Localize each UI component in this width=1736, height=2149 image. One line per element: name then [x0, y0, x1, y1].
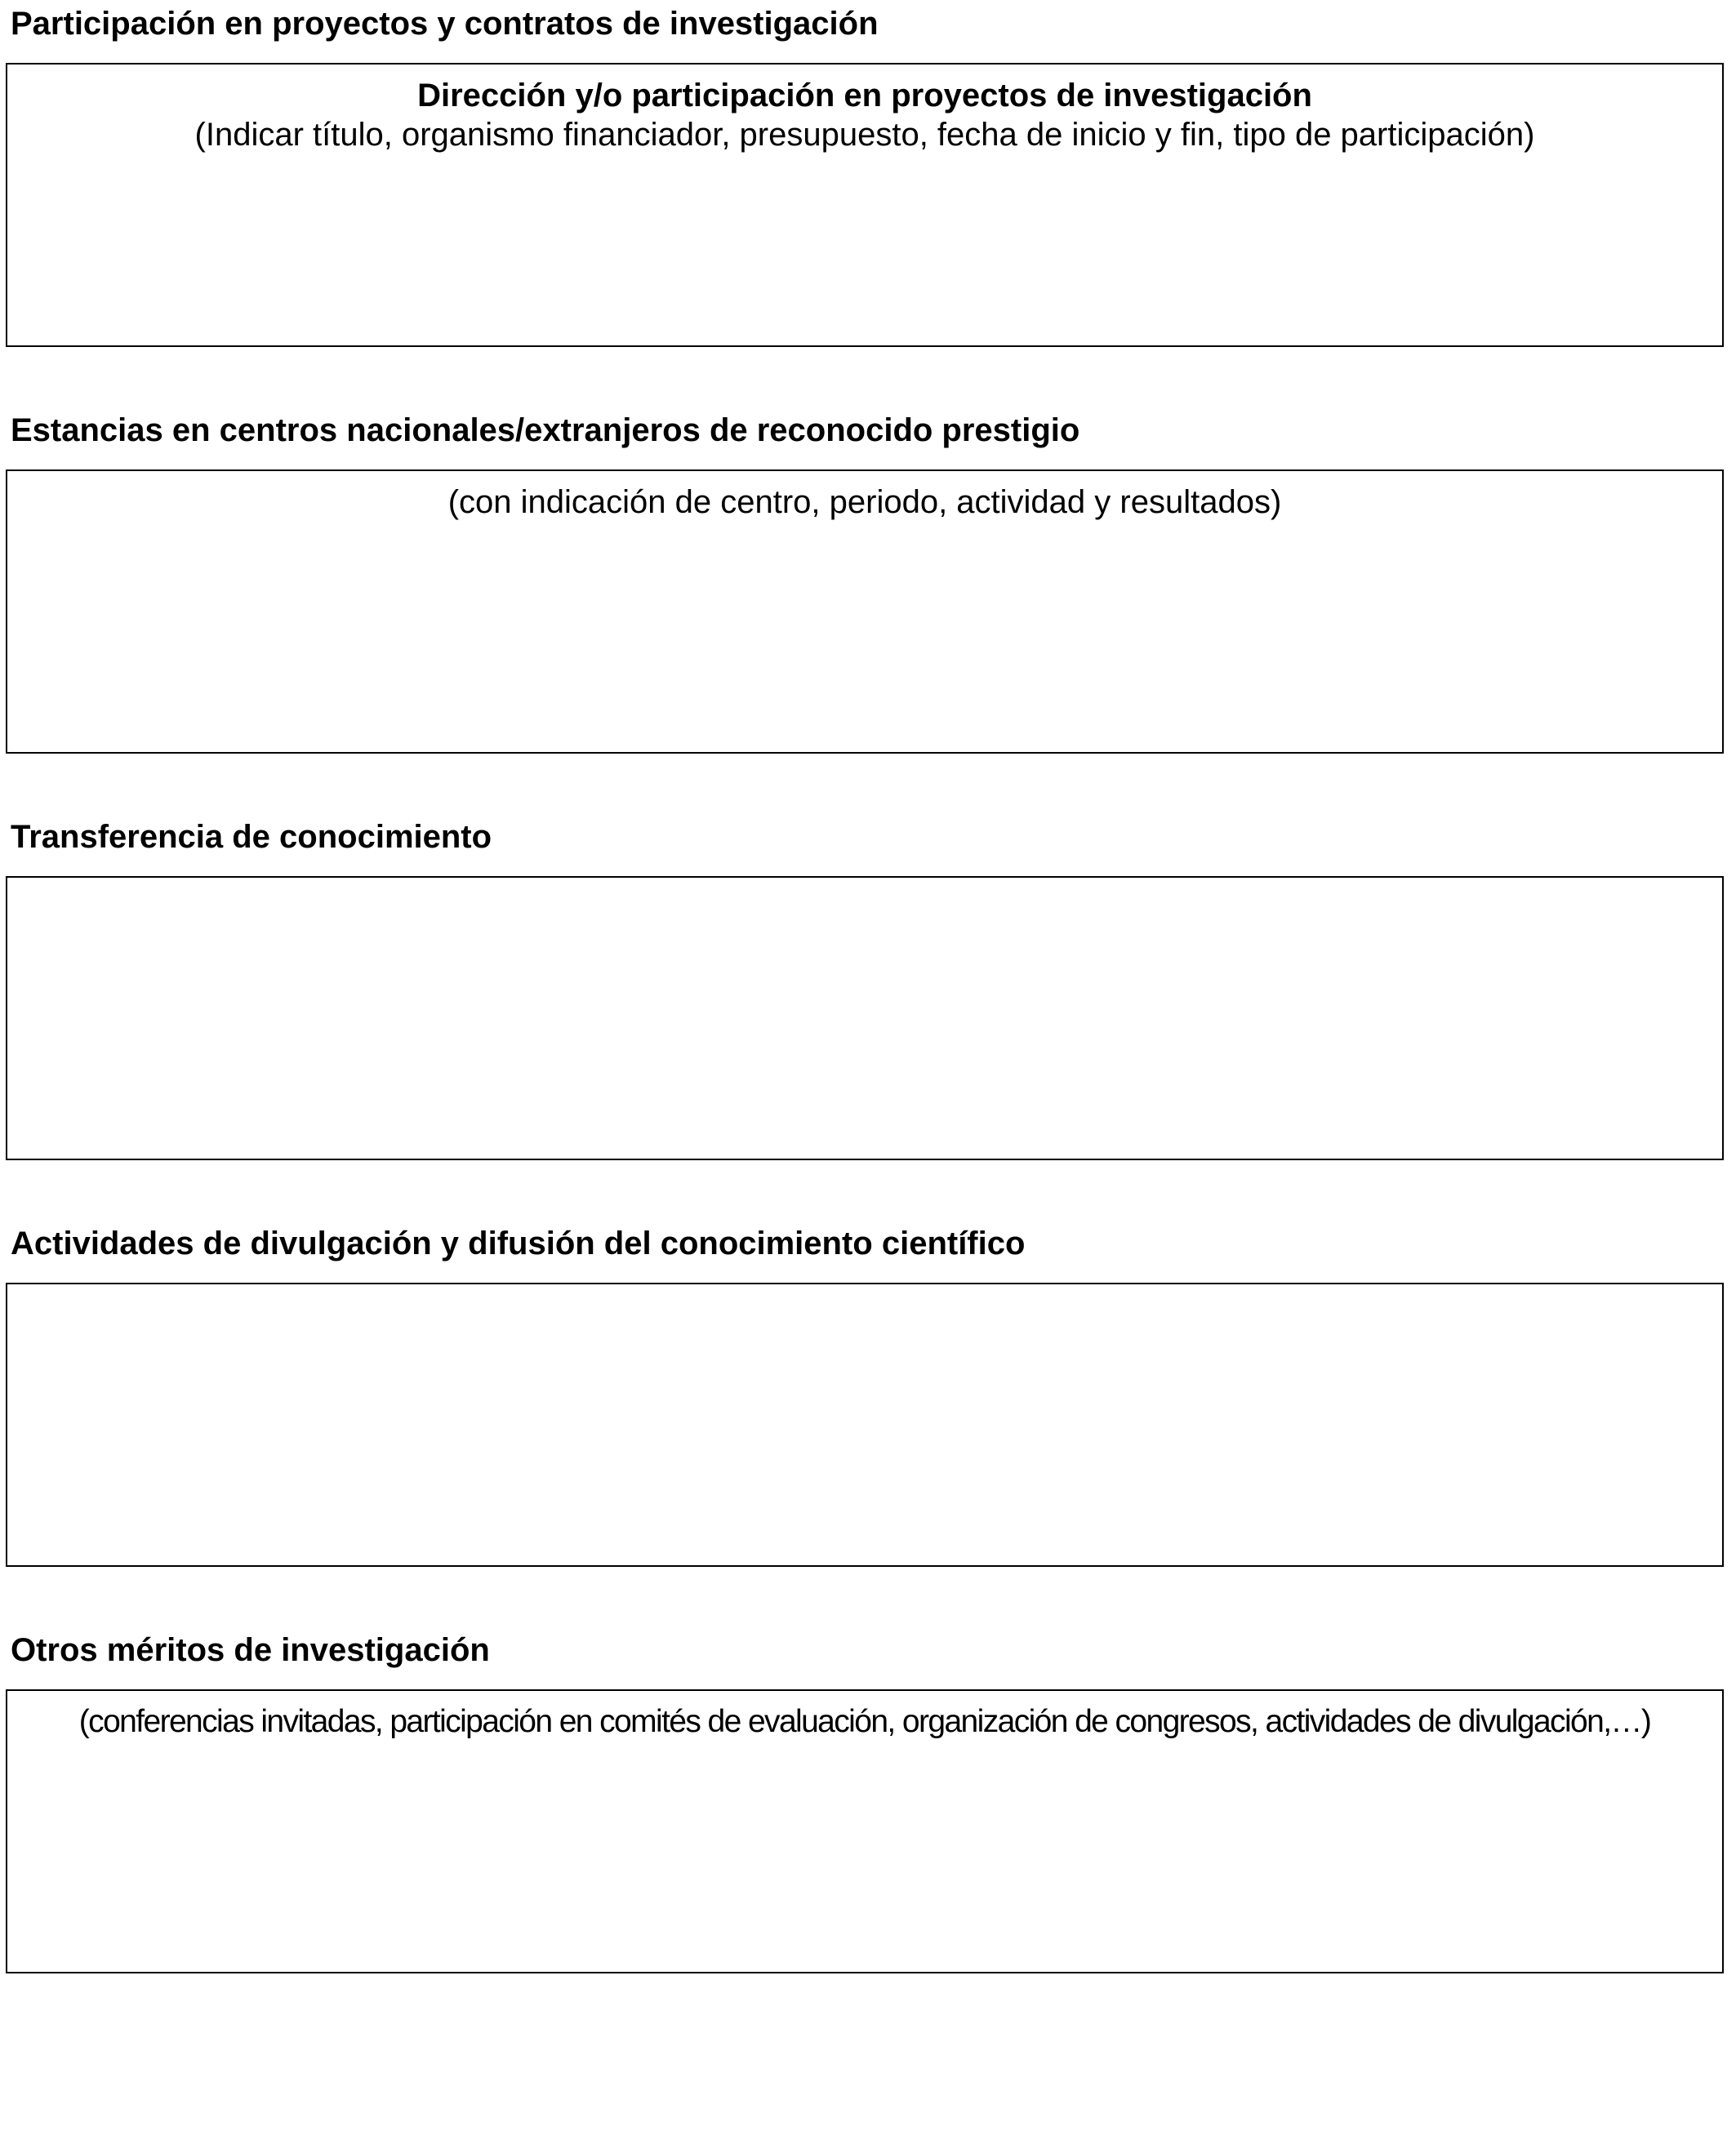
outreach-activities-entry-area[interactable]	[24, 1297, 1706, 1552]
other-merits-instructions: (conferencias invitadas, participación en comités de evaluación, organización de congresos, actividades de divulgación,…)	[78, 1704, 1651, 1739]
knowledge-transfer-entry-area[interactable]	[24, 891, 1706, 1146]
research-projects-instructions: (Indicar título, organismo financiador, presupuesto, fecha de inicio y fin, tipo de participación)	[194, 117, 1535, 153]
research-stays-instructions: (con indicación de centro, periodo, actividad y resultados)	[447, 484, 1282, 520]
section-title-research-stays: Estancias en centros nacionales/extranjeros de reconocido prestigio	[11, 412, 1080, 448]
section-title-knowledge-transfer: Transferencia de conocimiento	[11, 819, 492, 855]
knowledge-transfer-box[interactable]	[6, 876, 1724, 1160]
outreach-activities-box[interactable]	[6, 1283, 1724, 1567]
research-stays-box[interactable]	[6, 469, 1724, 754]
research-projects-entry-area[interactable]	[24, 162, 1706, 332]
research-projects-header	[9, 76, 1720, 154]
research-projects-box[interactable]	[6, 63, 1724, 347]
other-merits-header	[9, 1702, 1720, 1742]
section-title-research-projects: Participación en proyectos y contratos de investigación	[11, 6, 879, 42]
section-title-outreach-activities: Actividades de divulgación y difusión del conocimiento científico	[11, 1226, 1026, 1261]
research-stays-entry-area[interactable]	[24, 530, 1706, 739]
other-merits-entry-area[interactable]	[24, 1750, 1706, 1959]
research-projects-heading: Dirección y/o participación en proyectos de investigación	[417, 78, 1312, 113]
research-stays-header	[9, 483, 1720, 522]
other-merits-box[interactable]	[6, 1689, 1724, 1973]
section-title-other-merits: Otros méritos de investigación	[11, 1632, 490, 1668]
